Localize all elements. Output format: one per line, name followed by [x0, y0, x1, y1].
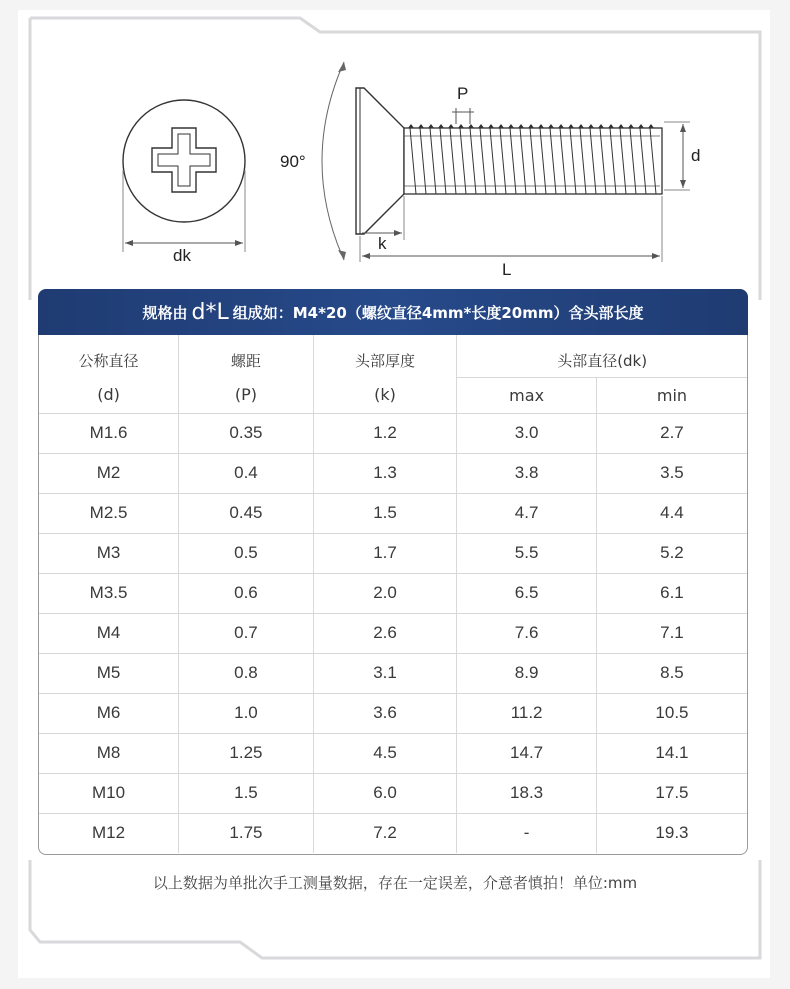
cell-k: 3.1 [313, 653, 457, 693]
cell-k: 1.7 [313, 533, 457, 573]
cell-min: 5.2 [596, 533, 747, 573]
cell-max: 3.0 [457, 413, 597, 453]
cell-min: 14.1 [596, 733, 747, 773]
cell-k: 2.6 [313, 613, 457, 653]
table-row [39, 773, 747, 813]
head-thickness-label: k [378, 234, 387, 253]
header-row-1 [39, 335, 747, 377]
table-row [39, 533, 747, 573]
table-row [39, 453, 747, 493]
cell-max: 18.3 [457, 773, 597, 813]
cell-k: 1.3 [313, 453, 457, 493]
table-row [39, 733, 747, 773]
cell-min: 2.7 [596, 413, 747, 453]
cell-min: 7.1 [596, 613, 747, 653]
cell-k: 6.0 [313, 773, 457, 813]
spec-banner [38, 289, 748, 335]
table-row [39, 653, 747, 693]
cell-min: 19.3 [596, 813, 747, 853]
cell-d: M5 [39, 653, 179, 693]
header-nominal: 公称直径 [78, 352, 139, 370]
cell-p: 0.4 [179, 453, 314, 493]
angle-label: 90° [280, 152, 306, 171]
cell-min: 4.4 [596, 493, 747, 533]
cell-min: 17.5 [596, 773, 747, 813]
header-head-thickness-sym: (k) [313, 377, 457, 413]
cell-d: M12 [39, 813, 179, 853]
cell-p: 0.5 [179, 533, 314, 573]
cell-d: M3.5 [39, 573, 179, 613]
header-pitch-sym: (P) [179, 377, 314, 413]
header-min: min [596, 377, 747, 413]
banner-formula: d*L [191, 299, 229, 325]
table-row [39, 813, 747, 853]
cell-max: - [457, 813, 597, 853]
cell-max: 14.7 [457, 733, 597, 773]
header-nominal-sym: (d) [97, 385, 120, 405]
table-row [39, 413, 747, 453]
cell-p: 0.6 [179, 573, 314, 613]
table-row [39, 613, 747, 653]
header-head-diameter: 头部直径(dk) [457, 335, 747, 377]
cell-d: M2 [39, 453, 179, 493]
cell-p: 0.35 [179, 413, 314, 453]
table-row [39, 573, 747, 613]
cell-p: 0.8 [179, 653, 314, 693]
cell-d: M6 [39, 693, 179, 733]
cell-p: 1.25 [179, 733, 314, 773]
diameter-label: d [691, 146, 701, 165]
header-max: max [457, 377, 597, 413]
cell-k: 3.6 [313, 693, 457, 733]
cell-max: 5.5 [457, 533, 597, 573]
cell-d: M10 [39, 773, 179, 813]
spec-table [38, 335, 748, 855]
cell-max: 6.5 [457, 573, 597, 613]
cell-d: M8 [39, 733, 179, 773]
length-label: L [502, 260, 512, 279]
cell-min: 3.5 [596, 453, 747, 493]
cell-d: M4 [39, 613, 179, 653]
banner-suffix: 组成如：M4*20（螺纹直径4mm*长度20mm）含头部长度 [232, 303, 644, 322]
cell-k: 7.2 [313, 813, 457, 853]
cell-max: 11.2 [457, 693, 597, 733]
dk-label: dk [173, 246, 191, 265]
table-row [39, 493, 747, 533]
cell-max: 7.6 [457, 613, 597, 653]
cell-d: M1.6 [39, 413, 179, 453]
cell-max: 3.8 [457, 453, 597, 493]
cell-d: M2.5 [39, 493, 179, 533]
cell-p: 1.5 [179, 773, 314, 813]
cell-k: 2.0 [313, 573, 457, 613]
screw-drawing [0, 0, 790, 290]
cell-k: 4.5 [313, 733, 457, 773]
header-row-2 [39, 377, 747, 413]
cell-p: 1.75 [179, 813, 314, 853]
cell-p: 1.0 [179, 693, 314, 733]
header-head-thickness: 头部厚度 [313, 335, 457, 377]
cell-p: 0.7 [179, 613, 314, 653]
cell-min: 6.1 [596, 573, 747, 613]
cell-min: 8.5 [596, 653, 747, 693]
cell-d: M3 [39, 533, 179, 573]
header-pitch: 螺距 [179, 335, 314, 377]
pitch-label: P [457, 84, 469, 103]
banner-prefix: 规格由 [142, 303, 188, 322]
cell-k: 1.2 [313, 413, 457, 453]
measurement-note: 以上数据为单批次手工测量数据，存在一定误差，介意者慎拍！单位:mm [152, 874, 638, 892]
table-row [39, 693, 747, 733]
cell-p: 0.45 [179, 493, 314, 533]
cell-max: 4.7 [457, 493, 597, 533]
screw-diagram [0, 0, 790, 290]
cell-max: 8.9 [457, 653, 597, 693]
cell-min: 10.5 [596, 693, 747, 733]
cell-k: 1.5 [313, 493, 457, 533]
